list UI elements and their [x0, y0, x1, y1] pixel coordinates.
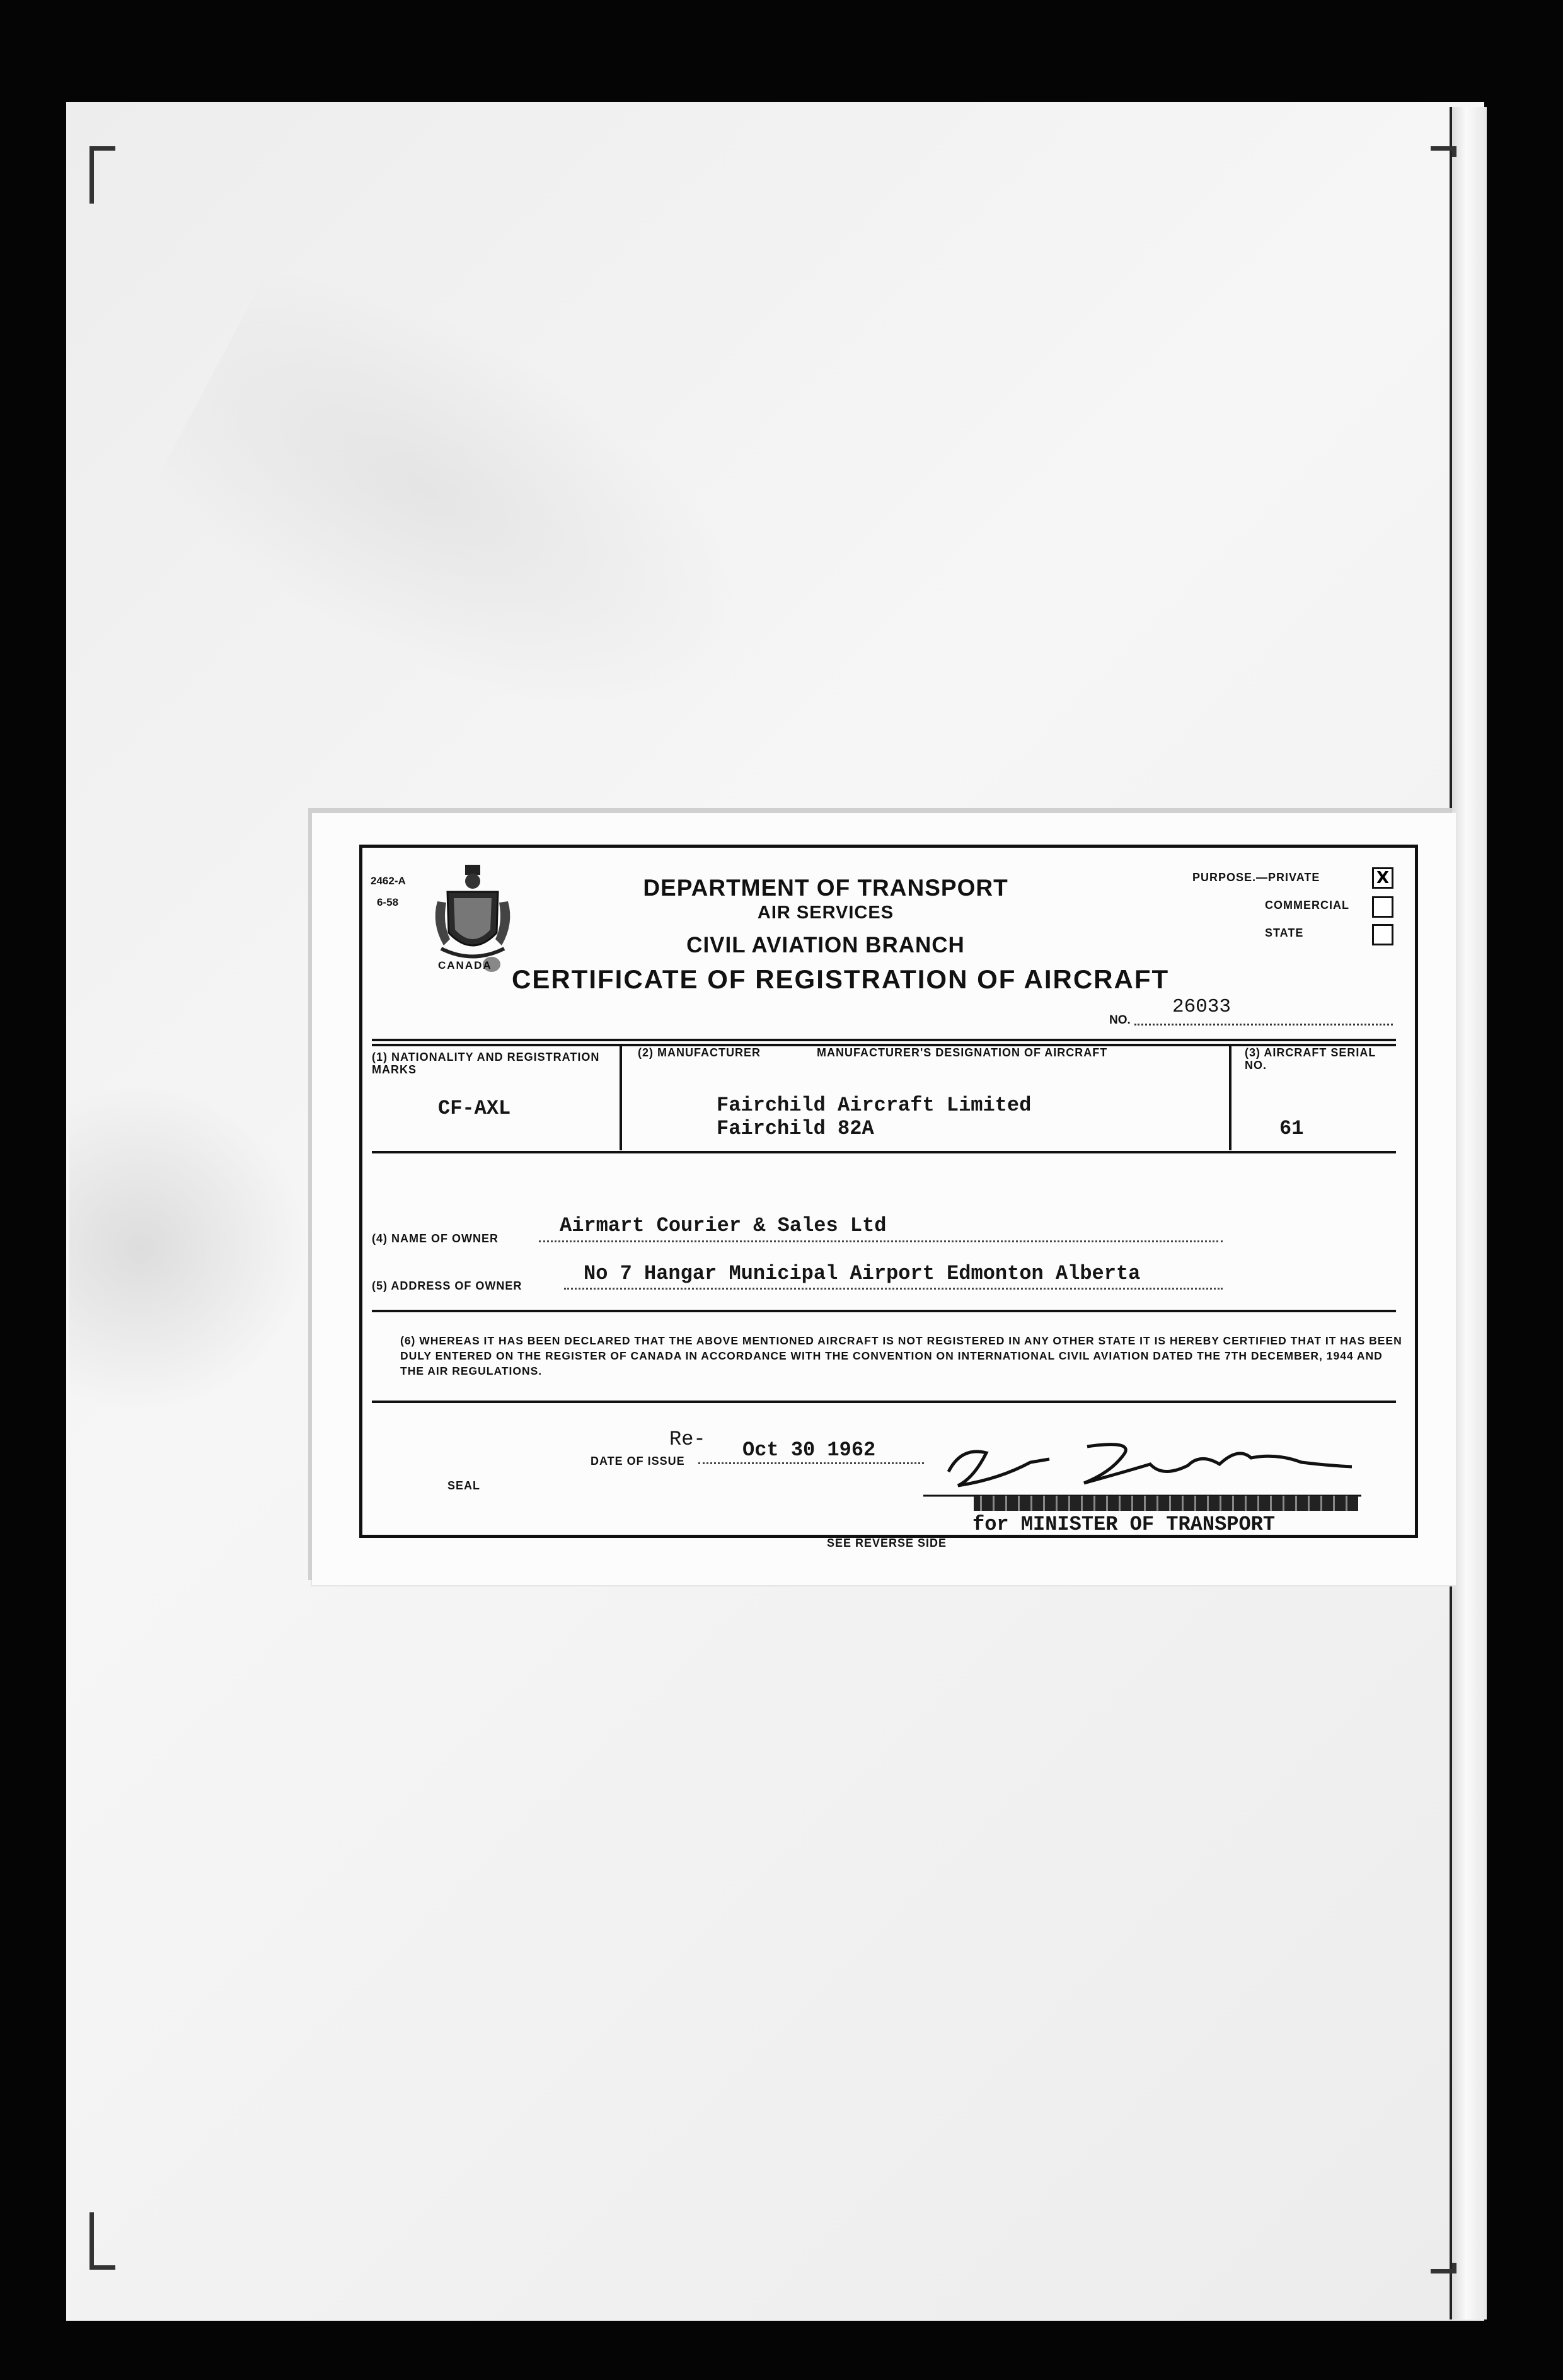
- manufacturer-label: (2) MANUFACTURER: [638, 1046, 761, 1059]
- designation-label: MANUFACTURER'S DESIGNATION OF AIRCRAFT: [817, 1046, 1108, 1059]
- nationality-value: CF-AXL: [438, 1097, 511, 1120]
- address-label: (5) ADDRESS OF OWNER: [372, 1280, 522, 1292]
- seal-label: SEAL: [447, 1479, 481, 1492]
- column-divider: [620, 1046, 622, 1150]
- certificate-no-line: [1134, 1024, 1393, 1025]
- owner-value: Airmart Courier & Sales Ltd: [560, 1214, 887, 1237]
- department-title: DEPARTMENT OF TRANSPORT: [643, 875, 1008, 901]
- purpose-state-checkbox[interactable]: [1372, 924, 1393, 945]
- form-date: 6-58: [377, 896, 399, 908]
- re-prefix: Re-: [669, 1428, 706, 1451]
- column-divider: [1229, 1046, 1231, 1150]
- purpose-private-label: PURPOSE.—PRIVATE: [1192, 871, 1320, 884]
- branch-title: CIVIL AVIATION BRANCH: [686, 933, 965, 957]
- serial-value: 61: [1279, 1117, 1304, 1140]
- see-reverse-note: SEE REVERSE SIDE: [827, 1537, 947, 1549]
- redacted-title-strip: [974, 1496, 1358, 1511]
- nationality-label: (1) NATIONALITY AND REGISTRATION MARKS: [372, 1051, 600, 1076]
- address-line: [564, 1288, 1223, 1290]
- corner-mark-top-left: [89, 146, 115, 204]
- date-of-issue-label: DATE OF ISSUE: [591, 1455, 685, 1467]
- corner-mark-top-right: [1431, 146, 1456, 157]
- divider: [372, 1401, 1396, 1403]
- purpose-commercial-label: COMMERCIAL: [1265, 899, 1349, 911]
- owner-line: [539, 1240, 1223, 1242]
- minister-line: for MINISTER OF TRANSPORT: [972, 1513, 1276, 1536]
- divider: [372, 1310, 1396, 1312]
- address-value: No 7 Hangar Municipal Airport Edmonton Alberta: [584, 1262, 1141, 1285]
- corner-mark-bottom-right: [1431, 2263, 1456, 2273]
- paper-smudge: [69, 1084, 309, 1412]
- serial-label: (3) AIRCRAFT SERIAL NO.: [1245, 1046, 1376, 1072]
- crest-label: CANADA: [438, 959, 492, 971]
- certificate-title: CERTIFICATE OF REGISTRATION OF AIRCRAFT: [512, 964, 1170, 994]
- divider: [372, 1151, 1396, 1153]
- form-number: 2462-A: [371, 875, 406, 887]
- certificate-no-label: NO.: [1109, 1014, 1131, 1027]
- divider: [372, 1039, 1396, 1041]
- corner-mark-bottom-left: [89, 2212, 115, 2270]
- certificate-no-value: 26033: [1172, 996, 1231, 1018]
- purpose-commercial-checkbox[interactable]: [1372, 896, 1393, 918]
- purpose-private-checkbox[interactable]: X: [1372, 867, 1393, 889]
- designation-value: Fairchild 82A: [717, 1117, 874, 1140]
- purpose-state-label: STATE: [1265, 927, 1304, 939]
- declaration-text: (6) WHEREAS IT HAS BEEN DECLARED THAT THE ABOVE MENTIONED AIRCRAFT IS NOT REGISTERED IN ANY OTHER STATE IT IS HEREBY CERTIFIED THAT IT HAS BEEN DULY ENTERED ON THE REGISTER OF CANADA IN ACCORDANCE WITH THE CONVENTION ON INTERNATIONAL CIVIL AVIATION DATED THE 7TH DECEMBER, 1944 AND THE AIR REGULATIONS.: [400, 1334, 1402, 1377]
- date-line: [698, 1462, 924, 1464]
- owner-label: (4) NAME OF OWNER: [372, 1232, 499, 1245]
- air-services-title: AIR SERVICES: [757, 903, 894, 923]
- date-of-issue-value: Oct 30 1962: [742, 1438, 876, 1462]
- manufacturer-value: Fairchild Aircraft Limited: [717, 1094, 1032, 1117]
